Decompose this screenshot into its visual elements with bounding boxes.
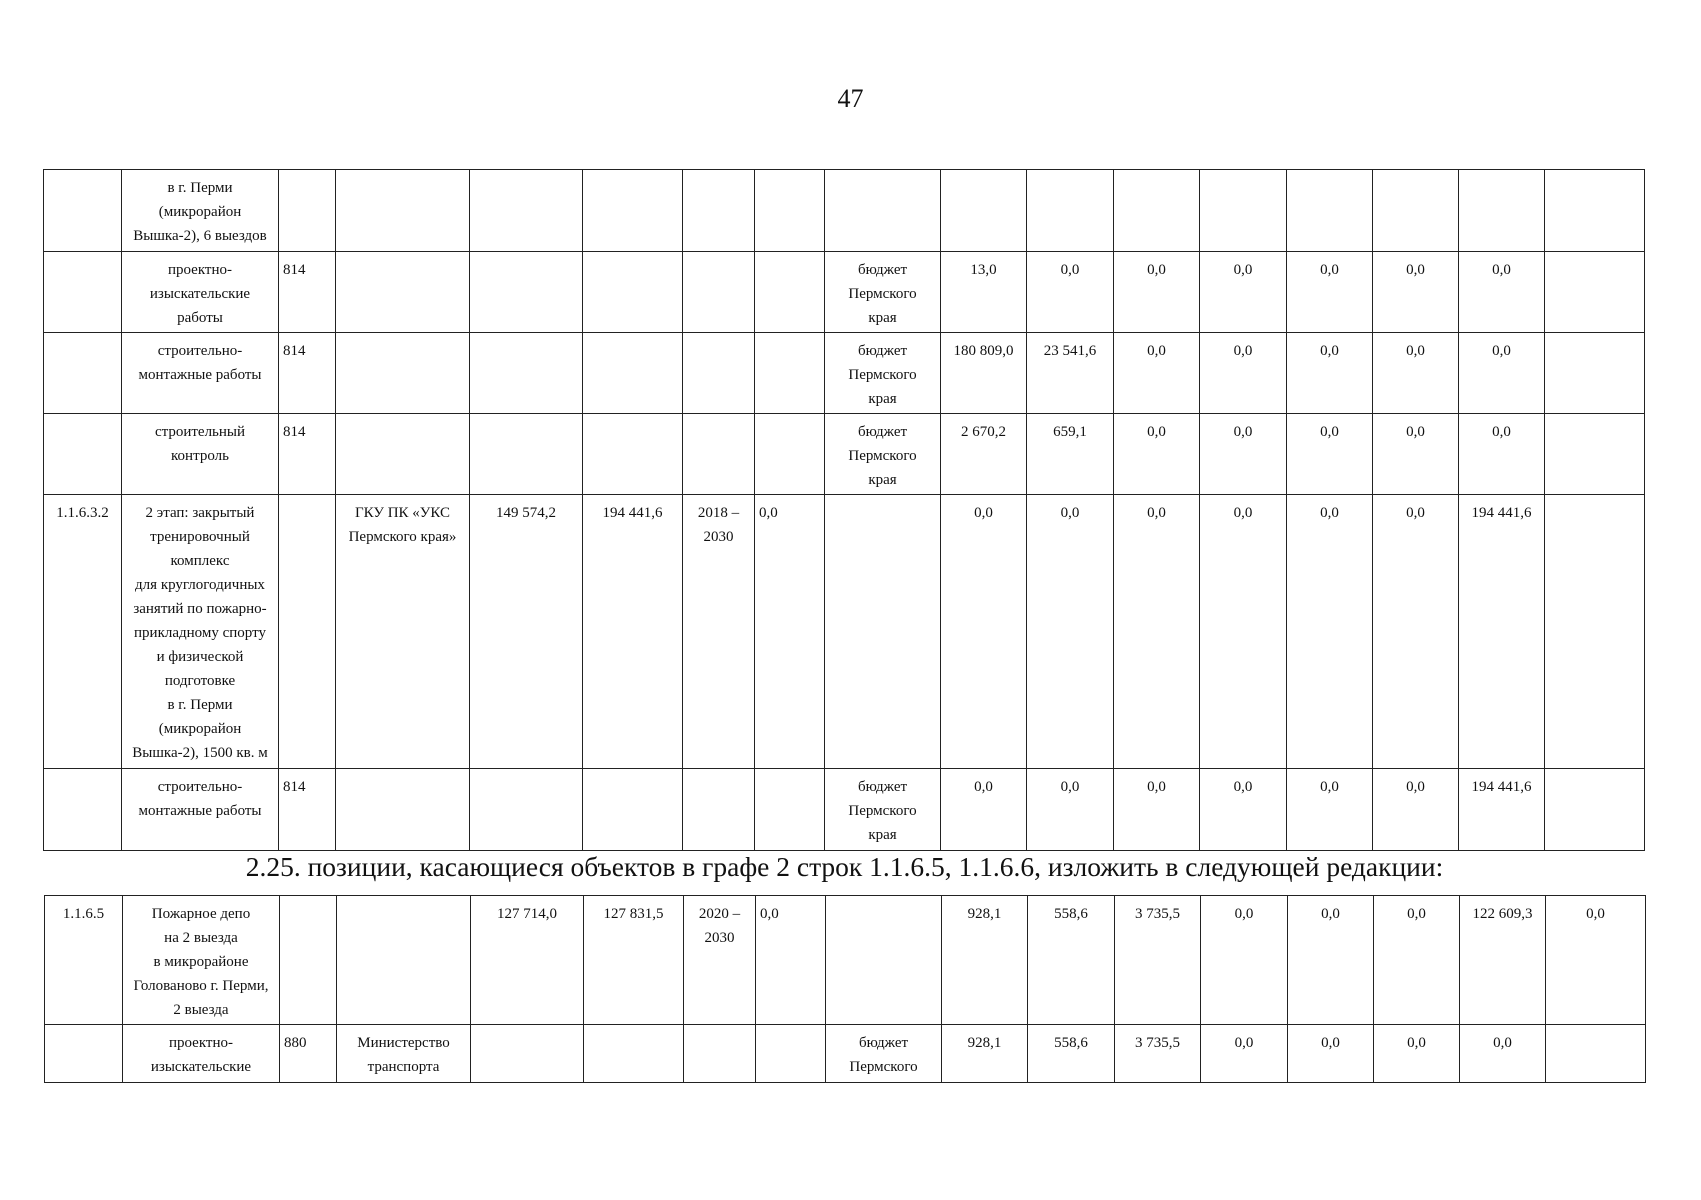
top-table-cell: 814: [279, 333, 336, 414]
top-table-cell: 0,0: [1373, 252, 1459, 333]
top-table-cell: [336, 769, 470, 851]
section-caption: 2.25. позиции, касающиеся объектов в графе 2 строк 1.1.6.5, 1.1.6.6, изложить в следующей редакции:: [245, 851, 1444, 882]
top-table-cell: [755, 252, 825, 333]
top-table-cell: [470, 769, 583, 851]
top-table-cell: 0,0: [1027, 495, 1114, 769]
top-table-cell: 0,0: [1114, 333, 1200, 414]
top-table-cell: [1545, 333, 1645, 414]
top-table-cell: бюджет Пермского края: [825, 333, 941, 414]
top-table-cell: ГКУ ПК «УКС Пермского края»: [336, 495, 470, 769]
top-table-cell: в г. Перми (микрорайон Вышка-2), 6 выездов: [122, 170, 279, 252]
top-table-cell: 0,0: [1287, 333, 1373, 414]
bottom-table-cell: 0,0: [1374, 896, 1460, 1025]
top-table-cell: [470, 252, 583, 333]
top-table-cell: 0,0: [755, 495, 825, 769]
top-table-cell: 0,0: [1200, 769, 1287, 851]
top-table-cell: 0,0: [1200, 495, 1287, 769]
bottom-table-cell: [684, 1025, 756, 1083]
top-table-cell: [755, 170, 825, 252]
top-table-cell: 2 670,2: [941, 414, 1027, 495]
top-table-cell: [683, 769, 755, 851]
top-table-cell: бюджет Пермского края: [825, 769, 941, 851]
top-table-cell: 0,0: [1373, 414, 1459, 495]
top-table-row: [44, 170, 1645, 252]
top-table-cell: [825, 170, 941, 252]
top-table-cell: 0,0: [1027, 252, 1114, 333]
top-table-cell: 0,0: [1287, 495, 1373, 769]
top-table-cell: [683, 170, 755, 252]
top-table-cell: 0,0: [1459, 414, 1545, 495]
bottom-table-cell: 127 831,5: [584, 896, 684, 1025]
top-table-cell: [470, 170, 583, 252]
top-table-cell: 0,0: [1114, 414, 1200, 495]
top-table-cell: 0,0: [1200, 252, 1287, 333]
bottom-table-cell: 0,0: [1201, 1025, 1288, 1083]
top-table-cell: 194 441,6: [1459, 769, 1545, 851]
top-table-cell: 0,0: [1373, 495, 1459, 769]
bottom-table-cell: 928,1: [942, 1025, 1028, 1083]
top-table-row: [44, 495, 1645, 769]
top-table-cell: [583, 252, 683, 333]
top-table-cell: [336, 414, 470, 495]
bottom-table-cell: 0,0: [1201, 896, 1288, 1025]
top-table-cell: 0,0: [1027, 769, 1114, 851]
top-table-cell: 0,0: [1114, 769, 1200, 851]
top-table-cell: [470, 414, 583, 495]
bottom-table-cell: [584, 1025, 684, 1083]
bottom-table-cell: Министерство транспорта: [337, 1025, 471, 1083]
bottom-table-cell: Пожарное депо на 2 выезда в микрорайоне Голованово г. Перми, 2 выезда: [123, 896, 280, 1025]
top-table-cell: строительный контроль: [122, 414, 279, 495]
top-table-row: [44, 414, 1645, 495]
top-table-cell: [1200, 170, 1287, 252]
top-table-cell: 1.1.6.3.2: [44, 495, 122, 769]
top-table-cell: [44, 333, 122, 414]
bottom-table-cell: 0,0: [1288, 896, 1374, 1025]
top-table-cell: [336, 252, 470, 333]
bottom-table-cell: 3 735,5: [1115, 1025, 1201, 1083]
bottom-table-cell: проектно- изыскательские: [123, 1025, 280, 1083]
bottom-table-cell: [280, 896, 337, 1025]
top-table-cell: 149 574,2: [470, 495, 583, 769]
top-table-cell: проектно- изыскательские работы: [122, 252, 279, 333]
top-table-cell: [683, 333, 755, 414]
bottom-table-cell: 558,6: [1028, 896, 1115, 1025]
bottom-table-cell: 0,0: [1374, 1025, 1460, 1083]
bottom-table-cell: 127 714,0: [471, 896, 584, 1025]
bottom-table-row: [45, 1025, 1646, 1083]
top-table-cell: [583, 769, 683, 851]
bottom-table-cell: 1.1.6.5: [45, 896, 123, 1025]
top-table-cell: [755, 333, 825, 414]
top-table-cell: [1373, 170, 1459, 252]
top-table-cell: строительно- монтажные работы: [122, 769, 279, 851]
top-table-cell: 659,1: [1027, 414, 1114, 495]
top-table-cell: [336, 170, 470, 252]
bottom-table-cell: бюджет Пермского: [826, 1025, 942, 1083]
top-table-cell: [44, 769, 122, 851]
top-table-row: [44, 252, 1645, 333]
top-table-cell: [583, 414, 683, 495]
top-table-cell: 0,0: [1373, 769, 1459, 851]
top-table-cell: [1287, 170, 1373, 252]
bottom-table-cell: 3 735,5: [1115, 896, 1201, 1025]
top-table-cell: 0,0: [1114, 252, 1200, 333]
top-table-cell: 13,0: [941, 252, 1027, 333]
top-table-cell: 0,0: [1459, 252, 1545, 333]
bottom-table-cell: 0,0: [756, 896, 826, 1025]
top-table-cell: [755, 414, 825, 495]
bottom-table-cell: 928,1: [942, 896, 1028, 1025]
top-table-cell: 194 441,6: [583, 495, 683, 769]
top-table-cell: 814: [279, 252, 336, 333]
top-table-cell: [279, 170, 336, 252]
top-table-cell: бюджет Пермского края: [825, 414, 941, 495]
top-table-cell: 0,0: [941, 769, 1027, 851]
bottom-table-cell: 122 609,3: [1460, 896, 1546, 1025]
top-table-cell: [279, 495, 336, 769]
top-table-cell: [1545, 252, 1645, 333]
bottom-table-cell: [756, 1025, 826, 1083]
top-table-cell: [44, 170, 122, 252]
top-table-cell: [825, 495, 941, 769]
top-table-cell: 0,0: [1200, 414, 1287, 495]
top-table-cell: [1545, 769, 1645, 851]
top-table-cell: 0,0: [1287, 769, 1373, 851]
top-table-cell: [336, 333, 470, 414]
bottom-table-cell: [471, 1025, 584, 1083]
top-table-cell: 814: [279, 769, 336, 851]
top-table-cell: 2018 – 2030: [683, 495, 755, 769]
top-table-cell: [941, 170, 1027, 252]
bottom-table-cell: 0,0: [1460, 1025, 1546, 1083]
top-table-cell: [1545, 414, 1645, 495]
top-table-cell: [44, 252, 122, 333]
bottom-table-cell: 880: [280, 1025, 337, 1083]
bottom-table-cell: [1546, 1025, 1646, 1083]
top-table-cell: строительно- монтажные работы: [122, 333, 279, 414]
top-table-cell: [1027, 170, 1114, 252]
top-table-cell: 180 809,0: [941, 333, 1027, 414]
top-table-cell: 0,0: [1200, 333, 1287, 414]
top-table-cell: 2 этап: закрытый тренировочный комплекс для круглогодичных занятий по пожарно- прикладному спорту и физической подготовке в г. Перми (микрорайон Вышка-2), 1500 кв. м: [122, 495, 279, 769]
top-table-cell: бюджет Пермского края: [825, 252, 941, 333]
top-table-cell: [683, 414, 755, 495]
top-table-cell: [1545, 495, 1645, 769]
bottom-table-cell: 0,0: [1546, 896, 1646, 1025]
page-number: 47: [837, 84, 864, 113]
top-table-cell: [470, 333, 583, 414]
budget-table-bottom: [44, 895, 1646, 1083]
top-table-row: [44, 769, 1645, 851]
bottom-table-cell: [826, 896, 942, 1025]
top-table-cell: [1545, 170, 1645, 252]
top-table-cell: 194 441,6: [1459, 495, 1545, 769]
top-table-cell: [1114, 170, 1200, 252]
bottom-table-cell: 0,0: [1288, 1025, 1374, 1083]
bottom-table-cell: 558,6: [1028, 1025, 1115, 1083]
top-table-cell: 0,0: [1114, 495, 1200, 769]
bottom-table-cell: [337, 896, 471, 1025]
bottom-table-cell: 2020 – 2030: [684, 896, 756, 1025]
top-table-cell: [755, 769, 825, 851]
top-table-cell: [44, 414, 122, 495]
top-table-cell: [583, 333, 683, 414]
top-table-cell: 0,0: [1459, 333, 1545, 414]
top-table-row: [44, 333, 1645, 414]
top-table-cell: [583, 170, 683, 252]
bottom-table-row: [45, 896, 1646, 1025]
top-table-cell: 0,0: [1373, 333, 1459, 414]
top-table-cell: 0,0: [1287, 252, 1373, 333]
top-table-cell: 0,0: [1287, 414, 1373, 495]
top-table-cell: [1459, 170, 1545, 252]
budget-table-top: [43, 169, 1645, 851]
top-table-cell: [683, 252, 755, 333]
top-table-cell: 814: [279, 414, 336, 495]
bottom-table-cell: [45, 1025, 123, 1083]
top-table-cell: 23 541,6: [1027, 333, 1114, 414]
top-table-cell: 0,0: [941, 495, 1027, 769]
